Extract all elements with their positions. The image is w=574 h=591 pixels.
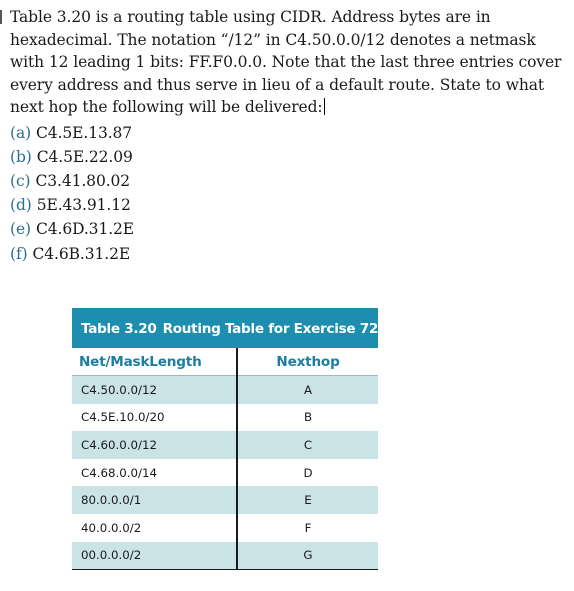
subpart-item [10, 193, 566, 217]
table-header-row [72, 348, 378, 376]
nexthop-cell: C [237, 431, 378, 459]
net-mask-cell: C4.68.0.0/14 [72, 459, 237, 487]
exercise-prompt [10, 6, 566, 119]
exercise-prompt-body: is a routing table using CIDR. Address bytes are in hexadecimal. The notation “/12” in C4.50.0.0/12 denotes a netmask with 12 leading 1 bits: FF.F0.0.0. Note that the last three entries cover every address and thus serve in lieu of a default route. State to what next hop the following will be delivered: [10, 8, 562, 116]
subpart-item [10, 242, 566, 266]
net-mask-cell: 40.0.0.0/2 [72, 514, 237, 542]
table-reference-link[interactable]: Table 3.20 [10, 8, 91, 26]
subpart-label: (c) [10, 171, 31, 190]
nexthop-cell: F [304, 520, 312, 535]
subpart-item [10, 217, 566, 241]
net-mask-cell: C4.50.0.0/12 [72, 376, 237, 404]
nexthop-cell: D [303, 465, 313, 480]
text-cursor [324, 98, 325, 115]
subpart-address: C4.5E.13.87 [36, 123, 133, 142]
table-caption [72, 308, 378, 348]
net-mask-cell: C4.5E.10.0/20 [72, 404, 237, 432]
table-number: Table 3.20 [81, 321, 157, 337]
net-mask-cell: 80.0.0.0/1 [72, 486, 237, 514]
subpart-label: (d) [10, 196, 32, 215]
column-header-net-mask: Net/MaskLength [72, 348, 237, 376]
subpart-address: C3.41.80.02 [35, 171, 131, 190]
subpart-address: C4.5E.22.09 [36, 147, 133, 166]
subpart-label: (f) [10, 244, 28, 263]
table-row [72, 459, 378, 487]
subpart-list [10, 121, 566, 266]
column-header-nexthop: Nexthop [276, 353, 340, 370]
table-row [72, 542, 378, 570]
exercise-text [10, 6, 566, 266]
subpart-address: C4.6D.31.2E [35, 220, 135, 239]
table-row [72, 486, 378, 514]
subpart-label: (e) [10, 220, 31, 239]
routing-table [72, 348, 378, 570]
subpart-address: C4.6B.31.2E [32, 244, 131, 263]
subpart-label: (b) [10, 147, 32, 166]
nexthop-cell: A [237, 376, 378, 404]
table-row [72, 431, 378, 459]
routing-table-block [72, 308, 378, 570]
subpart-address: 5E.43.91.12 [36, 196, 131, 215]
nexthop-cell: G [237, 542, 378, 570]
table-title: Routing Table for Exercise 72 [162, 321, 379, 337]
subpart-label: (a) [10, 123, 32, 142]
margin-rule [0, 10, 2, 24]
nexthop-cell: E [237, 486, 378, 514]
nexthop-cell: B [303, 410, 313, 425]
subpart-item [10, 169, 566, 193]
subpart-item [10, 145, 566, 169]
net-mask-cell: C4.60.0.0/12 [72, 431, 237, 459]
table-row [72, 404, 378, 432]
table-row [72, 376, 378, 404]
subpart-item [10, 121, 566, 145]
table-row [72, 514, 378, 542]
net-mask-cell: 00.0.0.0/2 [72, 542, 237, 570]
